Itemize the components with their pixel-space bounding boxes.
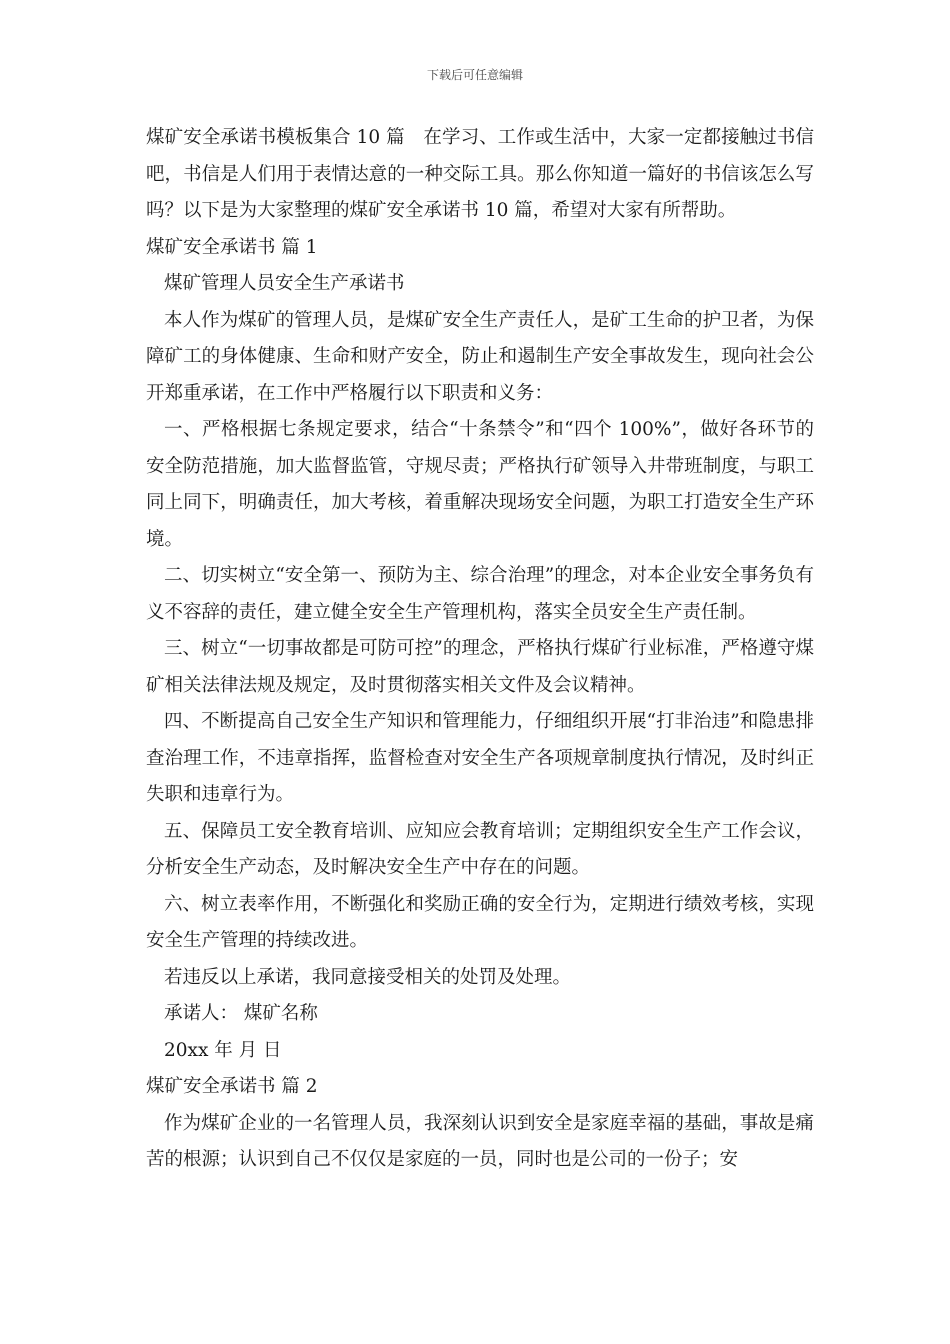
paragraph: 三、树立“一切事故都是可防可控”的理念，严格执行煤矿行业标准，严格遵守煤矿相关法律法规及规定，及时贯彻落实相关文件及会议精神。	[146, 638, 814, 696]
paragraph: 六、树立表率作用，不断强化和奖励正确的安全行为，定期进行绩效考核，实现安全生产管理的持续改进。	[146, 893, 814, 951]
paragraph: 一、严格根据七条规定要求，结合“十条禁令”和“四个 100%”，做好各环节的安全防范措施，加大监督监管，守规尽责；严格执行矿领导入井带班制度，与职工同上同下，明确责任，加大考核，着重解决现场安全问题，为职工打造安全生产环境。	[146, 419, 814, 550]
paragraph: 本人作为煤矿的管理人员，是煤矿安全生产责任人，是矿工生命的护卫者，为保障矿工的身体健康、生命和财产安全，防止和遏制生产安全事故发生，现向社会公开郑重承诺，在工作中严格履行以下职责和义务：	[146, 309, 814, 404]
section-heading-2: 煤矿安全承诺书 篇 2	[146, 1076, 318, 1097]
page-header: 下载后可任意编辑	[426, 68, 523, 82]
paragraph: 作为煤矿企业的一名管理人员，我深刻认识到安全是家庭幸福的基础，事故是痛苦的根源；认识到自己不仅仅是家庭的一员，同时也是公司的一份子；安	[146, 1112, 814, 1170]
document-body	[146, 120, 814, 1179]
paragraph: 五、保障员工安全教育培训、应知应会教育培训；定期组织安全生产工作会议，分析安全生产动态，及时解决安全生产中存在的问题。	[146, 820, 814, 878]
paragraph: 二、切实树立“安全第一、预防为主、综合治理”的理念，对本企业安全事务负有义不容辞的责任，建立健全安全生产管理机构，落实全员安全生产责任制。	[146, 565, 814, 623]
section-heading-1: 煤矿安全承诺书 篇 1	[146, 236, 318, 258]
section-subtitle: 煤矿管理人员安全生产承诺书	[164, 273, 405, 294]
date-line: 20xx 年 月 日	[164, 1039, 282, 1061]
paragraph: 若违反以上承诺，我同意接受相关的处罚及处理。	[164, 966, 572, 988]
paragraph: 四、不断提高自己安全生产知识和管理能力，仔细组织开展“打非治违”和隐患排查治理工作，不违章指挥，监督检查对安全生产各项规章制度执行情况，及时纠正失职和违章行为。	[146, 711, 814, 805]
signer-line: 承诺人： 煤矿名称	[164, 1003, 318, 1024]
intro-paragraph: 煤矿安全承诺书模板集合 10 篇 在学习、工作或生活中，大家一定都接触过书信吧，书信是人们用于表情达意的一种交际工具。那么你知道一篇好的书信该怎么写吗？以下是为大家整理的煤矿安全承诺书 10 篇，希望对大家有所帮助。	[146, 127, 814, 221]
